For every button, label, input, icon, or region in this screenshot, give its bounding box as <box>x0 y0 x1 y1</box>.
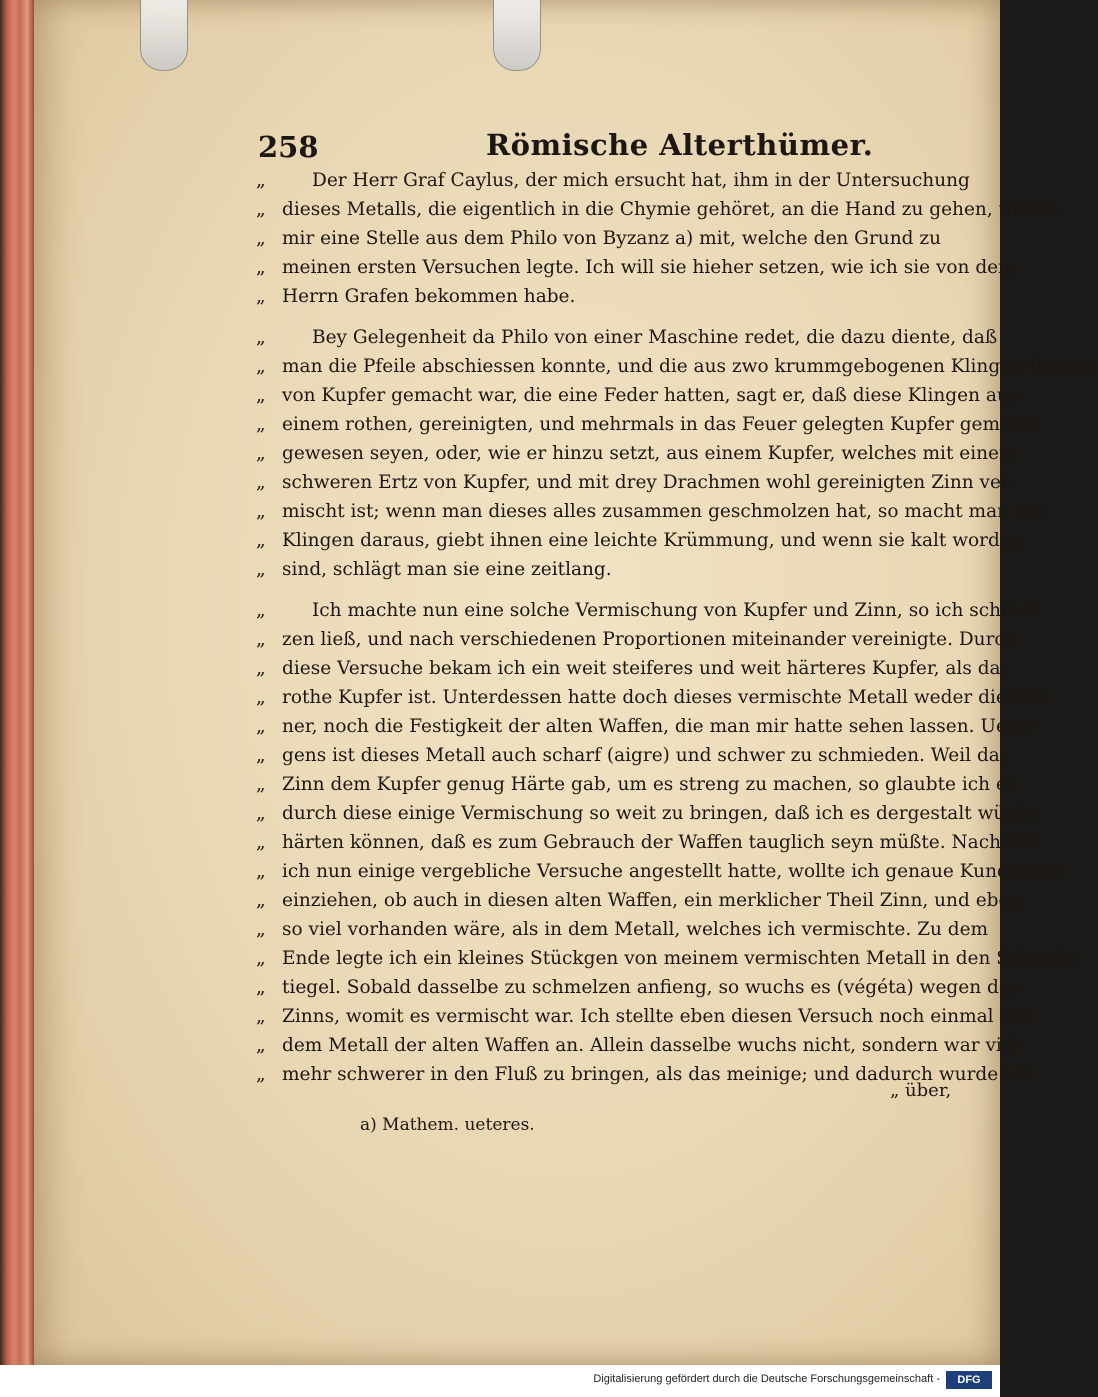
quote-mark: „ <box>256 977 266 998</box>
line-text: meinen ersten Versuchen legte. Ich will sie hieher setzen, wie ich sie von dem <box>282 257 1016 278</box>
line-text: einem rothen, gereinigten, und mehrmals in das Feuer gelegten Kupfer gemacht <box>282 414 1041 435</box>
text-line <box>256 745 1010 774</box>
quote-mark: „ <box>256 774 266 795</box>
text-line <box>256 832 1042 861</box>
text-line <box>256 414 1041 443</box>
footer-credit: Digitalisierung gefördert durch die Deutsche Forschungsgemeinschaft - <box>593 1373 940 1385</box>
line-text: tiegel. Sobald dasselbe zu schmelzen anfieng, so wuchs es (végéta) wegen des <box>282 977 1020 998</box>
quote-mark: „ <box>256 1035 266 1056</box>
line-text: dieses Metalls, die eigentlich in die Chymie gehöret, an die Hand zu gehen, theilte <box>282 199 1060 220</box>
text-line <box>256 501 1044 530</box>
line-text: schweren Ertz von Kupfer, und mit drey Drachmen wohl gereinigten Zinn ver- <box>282 472 1017 493</box>
line-text: Der Herr Graf Caylus, der mich ersucht hat, ihm in der Untersuchung <box>312 170 970 191</box>
line-text: einziehen, ob auch in diesen alten Waffen, ein merklicher Theil Zinn, und eben <box>282 890 1022 911</box>
line-text: durch diese einige Vermischung so weit zu bringen, daß ich es dergestalt würde <box>282 803 1037 824</box>
line-text: härten können, daß es zum Gebrauch der Waffen tauglich seyn müßte. Nachdem <box>282 832 1042 853</box>
quote-mark: „ <box>256 629 266 650</box>
quote-mark: „ <box>256 385 266 406</box>
quote-mark: „ <box>256 687 266 708</box>
book-page-edges <box>0 0 34 1365</box>
text-line <box>256 948 1082 977</box>
quote-mark: „ <box>256 170 266 191</box>
quote-mark: „ <box>256 658 266 679</box>
line-text: mir eine Stelle aus dem Philo von Byzanz a) mit, welche den Grund zu <box>282 228 942 249</box>
text-line <box>256 228 970 257</box>
text-line <box>256 1035 1025 1064</box>
text-line <box>256 658 1011 687</box>
quote-mark: „ <box>256 530 266 551</box>
quote-mark: „ <box>256 414 266 435</box>
text-line <box>256 443 1017 472</box>
quote-mark: „ <box>256 803 266 824</box>
running-head: Römische Alterthümer. <box>486 128 874 162</box>
line-text: mischt ist; wenn man dieses alles zusammen geschmolzen hat, so macht man die <box>282 501 1044 522</box>
text-line <box>256 327 998 356</box>
quote-mark: „ <box>256 472 266 493</box>
line-text: Bey Gelegenheit da Philo von einer Maschine redet, die dazu diente, daß <box>312 327 998 348</box>
text-line <box>256 286 970 315</box>
text-line <box>256 629 1017 658</box>
body-text <box>256 170 1098 1093</box>
page-number: 258 <box>258 130 319 164</box>
line-text: zen ließ, und nach verschiedenen Proportionen miteinander vereinigte. Durch <box>282 629 1017 650</box>
text-line <box>256 559 970 588</box>
catchword: „ über, <box>890 1080 952 1101</box>
page-clip-left <box>140 0 188 71</box>
quote-mark: „ <box>256 745 266 766</box>
text-line <box>256 356 1098 385</box>
text-line <box>256 257 1016 286</box>
page-clip-right <box>493 0 541 71</box>
quote-mark: „ <box>256 948 266 969</box>
quote-mark: „ <box>256 199 266 220</box>
line-text: ich nun einige vergebliche Versuche angestellt hatte, wollte ich genaue Kundschaft <box>282 861 1066 882</box>
text-line <box>256 861 1066 890</box>
text-line <box>256 977 1020 1006</box>
line-text: Klingen daraus, giebt ihnen eine leichte Krümmung, und wenn sie kalt worden <box>282 530 1023 551</box>
line-text: Zinn dem Kupfer genug Härte gab, um es streng zu machen, so glaubte ich es <box>282 774 1017 795</box>
text-line <box>256 530 1023 559</box>
line-text: Ich machte nun eine solche Vermischung von Kupfer und Zinn, so ich schmel- <box>312 600 1042 621</box>
text-line <box>256 774 1017 803</box>
text-line <box>256 803 1037 832</box>
text-line <box>256 919 989 948</box>
text-line <box>256 890 1022 919</box>
line-text: dem Metall der alten Waffen an. Allein dasselbe wuchs nicht, sondern war viel- <box>282 1035 1025 1056</box>
quote-mark: „ <box>256 559 266 580</box>
quote-mark: „ <box>256 919 266 940</box>
quote-mark: „ <box>256 1064 266 1085</box>
text-line <box>256 385 1019 414</box>
line-text: diese Versuche bekam ich ein weit steiferes und weit härteres Kupfer, als das <box>282 658 1011 679</box>
paragraph-gap <box>256 588 970 600</box>
line-text: sind, schlägt man sie eine zeitlang. <box>282 559 612 580</box>
line-text: gens ist dieses Metall auch scharf (aigre) und schwer zu schmieden. Weil das <box>282 745 1010 766</box>
text-line <box>256 472 1017 501</box>
quote-mark: „ <box>256 356 266 377</box>
paragraph-gap <box>256 315 970 327</box>
quote-mark: „ <box>256 600 266 621</box>
line-text: so viel vorhanden wäre, als in dem Metall, welches ich vermischte. Zu dem <box>282 919 989 940</box>
text-line <box>256 199 1060 228</box>
quote-mark: „ <box>256 890 266 911</box>
text-line <box>256 1006 1031 1035</box>
quote-mark: „ <box>256 716 266 737</box>
text-line <box>256 687 1053 716</box>
text-line <box>256 170 970 199</box>
line-text: gewesen seyen, oder, wie er hinzu setzt, aus einem Kupfer, welches mit einem <box>282 443 1017 464</box>
dfg-logo: DFG <box>946 1371 992 1389</box>
line-text: von Kupfer gemacht war, die eine Feder hatten, sagt er, daß diese Klingen aus <box>282 385 1019 406</box>
quote-mark: „ <box>256 832 266 853</box>
footnote: a) Mathem. ueteres. <box>360 1115 535 1135</box>
page-header <box>258 128 978 168</box>
line-text: Zinns, womit es vermischt war. Ich stellte eben diesen Versuch noch einmal mit <box>282 1006 1031 1027</box>
text-line <box>256 716 1040 745</box>
line-text: mehr schwerer in den Fluß zu bringen, als das meinige; und dadurch wurde ich <box>282 1064 1033 1085</box>
quote-mark: „ <box>256 501 266 522</box>
quote-mark: „ <box>256 286 266 307</box>
text-line <box>256 600 1042 629</box>
quote-mark: „ <box>256 327 266 348</box>
text-line <box>256 1064 1033 1093</box>
line-text: rothe Kupfer ist. Unterdessen hatte doch dieses vermischte Metall weder die Kör- <box>282 687 1053 708</box>
quote-mark: „ <box>256 443 266 464</box>
line-text: Ende legte ich ein kleines Stückgen von meinem vermischten Metall in den Schmelz- <box>282 948 1082 969</box>
quote-mark: „ <box>256 861 266 882</box>
quote-mark: „ <box>256 1006 266 1027</box>
footer-bar <box>0 1365 1000 1397</box>
line-text: ner, noch die Festigkeit der alten Waffen, die man mir hatte sehen lassen. Uebri- <box>282 716 1040 737</box>
quote-mark: „ <box>256 228 266 249</box>
line-text: man die Pfeile abschiessen konnte, und die aus zwo krummgebogenen Klingen (lames) <box>282 356 1098 377</box>
line-text: Herrn Grafen bekommen habe. <box>282 286 576 307</box>
quote-mark: „ <box>256 257 266 278</box>
